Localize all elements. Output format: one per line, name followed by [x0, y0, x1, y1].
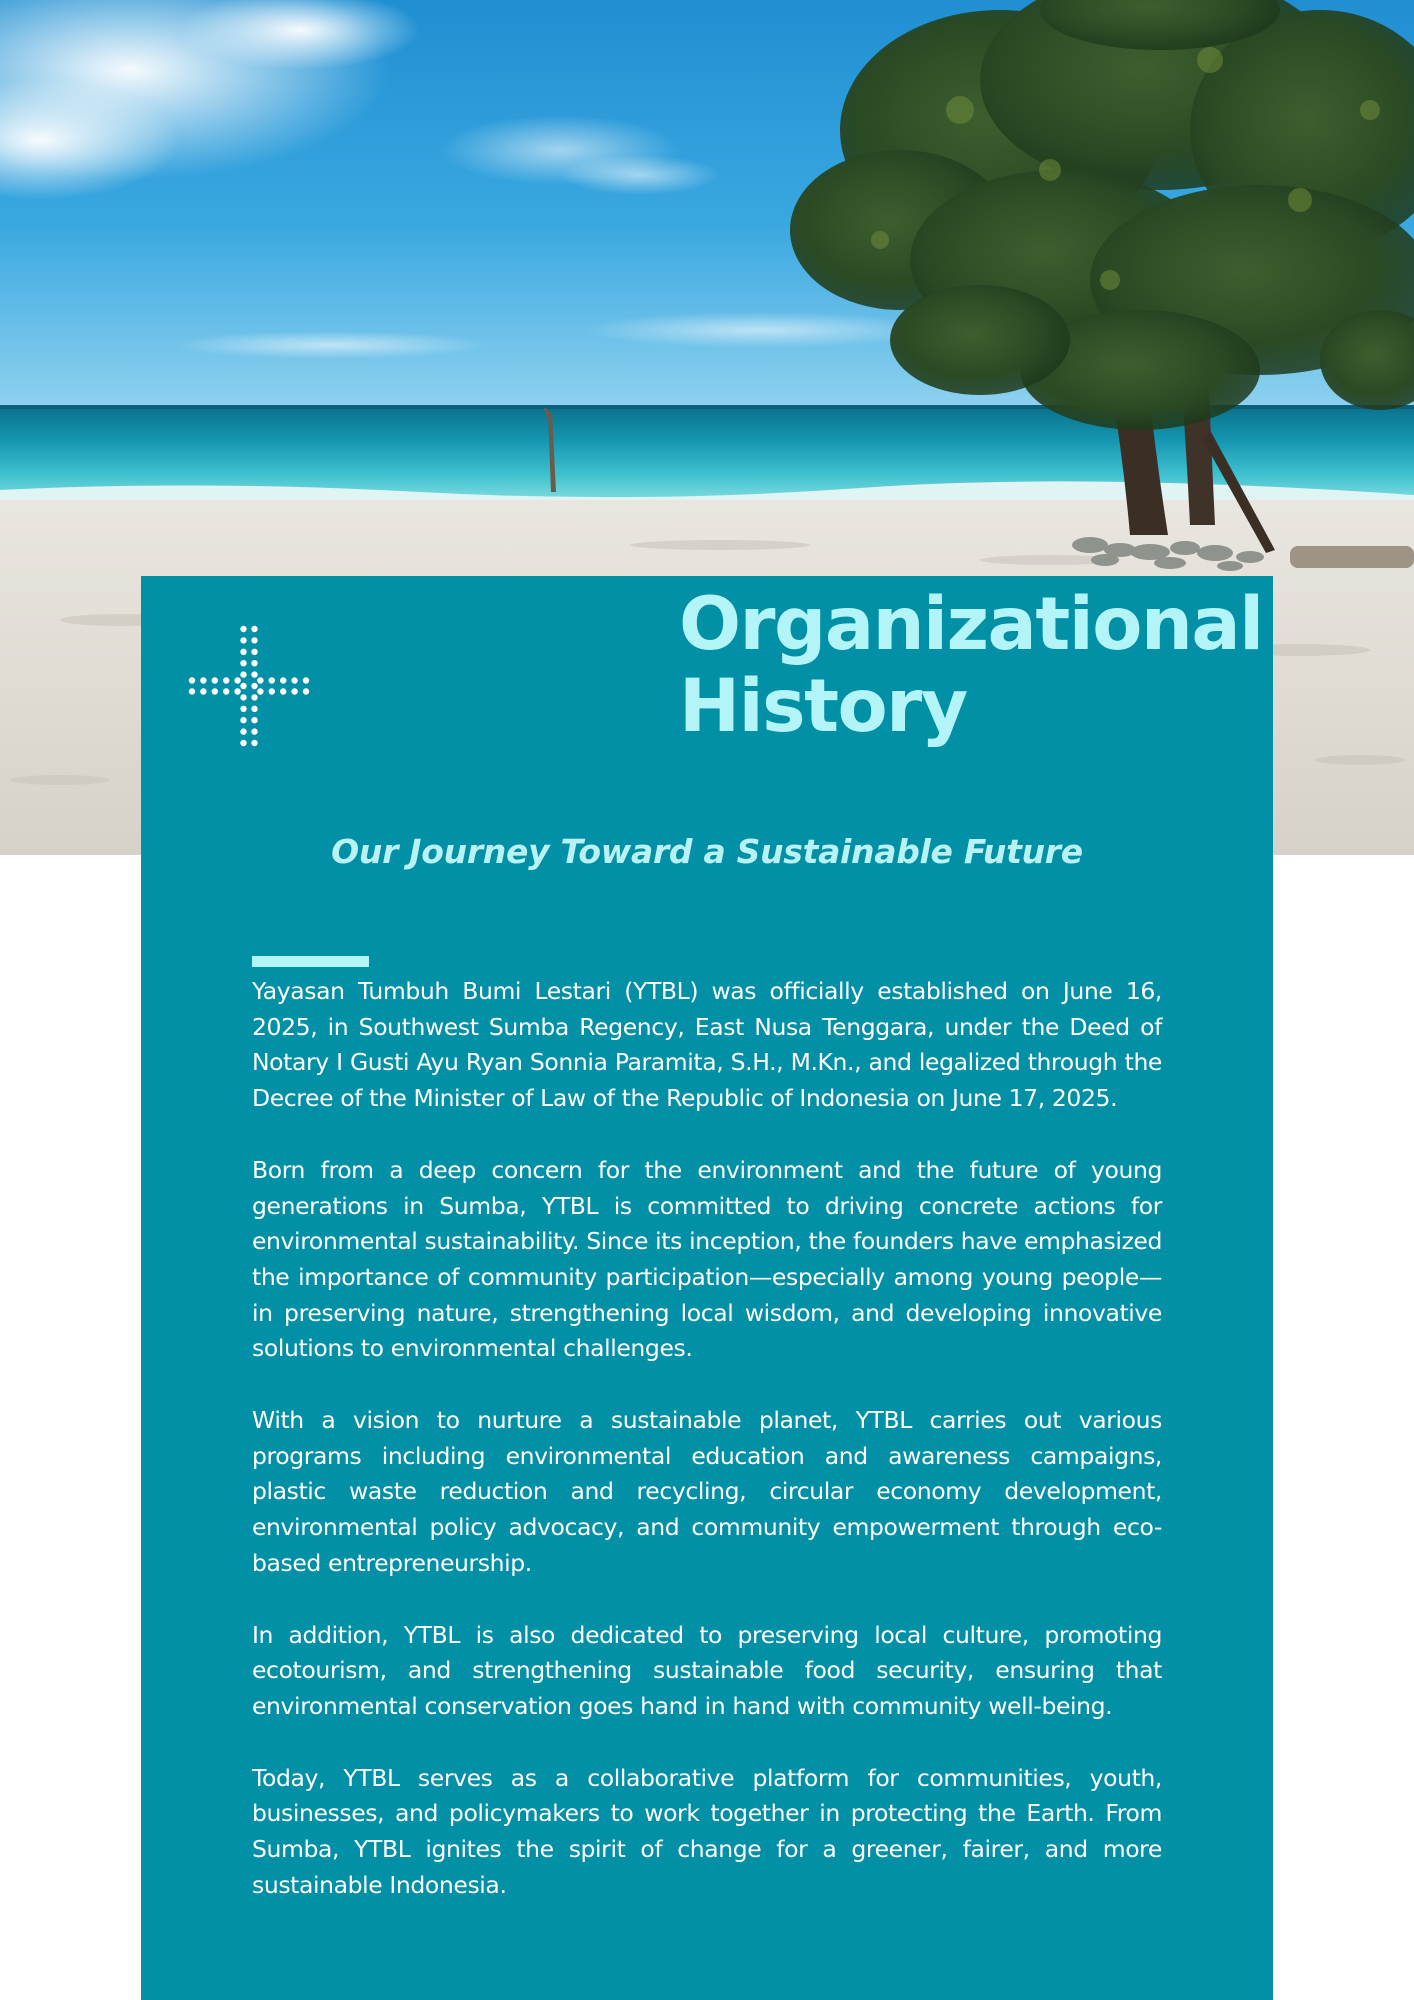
title-line-1: Organizational — [679, 582, 1263, 667]
paragraph-today: Today, YTBL serves as a collaborative platform for communities, youth, businesses, and policymakers to work together in protecting the Earth. From Sumba, YTBL ignites the spirit of change for a greener, fairer, and more sustainable Indonesia. — [252, 1763, 1162, 1899]
paragraph-establishment: Yayasan Tumbuh Bumi Lestari (YTBL) was officially established on June 16, 2025, in Southwest Sumba Regency, East Nusa Tenggara, under the Deed of Notary I Gusti Ayu Ryan Sonnia Paramita, S.H., M.Kn., and legalized through the Decree of the Minister of Law of the Republic of Indonesia on June 17, 2025. — [252, 977, 1162, 1113]
body-text — [252, 974, 1162, 1939]
paragraph-programs: With a vision to nurture a sustainable planet, YTBL carries out various programs including environmental education and awareness campaigns, plastic waste reduction and recycling, circular economy development, environmental policy advocacy, and community empowerment through eco-based entrepreneurship. — [252, 1406, 1162, 1577]
content-panel — [141, 576, 1273, 2000]
page-title — [679, 584, 1269, 748]
paragraph-origins: Born from a deep concern for the environment and the future of young generations in Sumba, YTBL is committed to driving concrete actions for environmental sustainability. Since its inception, the founders have emphasized the importance of community participation—especially among young people—in preserving nature, strengthening local wisdom, and developing innovative solutions to environmental challenges. — [252, 1155, 1162, 1363]
page-subtitle: Our Journey Toward a Sustainable Future — [331, 832, 1083, 871]
accent-bar — [252, 956, 369, 967]
dotted-cross-icon — [181, 618, 317, 754]
paragraph-culture: In addition, YTBL is also dedicated to preserving local culture, promoting ecotourism, and strengthening sustainable food security, ensuring that environmental conservation goes hand in hand with community well-being. — [252, 1620, 1162, 1720]
title-line-2: History — [679, 664, 967, 749]
